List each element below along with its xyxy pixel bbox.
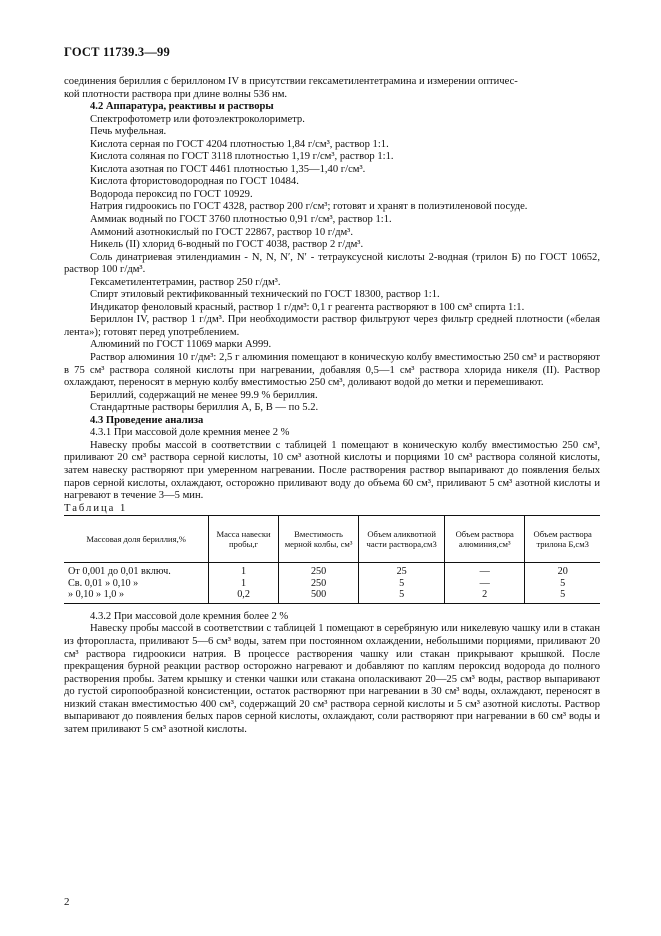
column-header: Объем аликвотной части раствора,см3 [359, 516, 445, 563]
list-item: Аммиак водный по ГОСТ 3760 плотностью 0,91 г/см³, раствор 1:1. [90, 214, 392, 226]
list-item: Водорода пероксид по ГОСТ 10929. [90, 188, 253, 200]
table-cell: 1 [209, 578, 279, 590]
subsection-title: 4.3.1 При массовой доле кремния менее 2 % [90, 427, 290, 439]
table-header-row [64, 516, 600, 563]
section-heading: 4.2 Аппаратура, реактивы и растворы [90, 101, 274, 113]
table-row [64, 563, 600, 578]
table-cell: 5 [359, 578, 445, 590]
column-header: Объем раствора трилона Б,см3 [525, 516, 600, 563]
column-header: Объем раствора алюминия,см³ [445, 516, 525, 563]
list-item: Спектрофотометр или фотоэлектроколориметр. [90, 113, 305, 125]
table-cell: 250 [278, 578, 358, 590]
paragraph: Навеску пробы массой в соответствии с таблицей 1 помещают в серебряную или никелевую чашку или в стакан из фторопласта, приливают 5—6 см³ воды, затем при постоянном охлаждении, небольшими порциями, приливают 20 см³ раствора гидроокиси натрия. В процессе растворения чашку или стакан прикрывают крышкой. После прекращения бурной реакции раствор осторожно нагревают и добавляют по каплям пероксид водорода до полного растворения пробы. Затем крышку и стенки чашки или стакана ополаскивают 20—25 см³ воды, раствор выпаривают до густой сиропообразной консистенции, остаток растворяют при нагревании в 30 см³ воды, охлаждают, переносят в низкий стакан вместимостью 400 см³, содержащий 20 см³ раствора серной кислоты и 5 см³ азотной кислоты. Раствор выпаривают до появления белых паров серной кислоты, охлаждают, соли растворяют при нагревании в 60 см³ воды и затем приливают 5 см³ азотной кислоты. [64, 623, 600, 735]
list-item: Соль динатриевая этилендиамин - N, N, N′, N′ - тетрауксусной кислоты 2-водная (трилон Б) по ГОСТ 10652, раствор 100 г/дм³. [64, 251, 600, 276]
table-cell: 5 [525, 578, 600, 590]
list-item: Печь муфельная. [90, 126, 167, 138]
list-item: Кислота азотная по ГОСТ 4461 плотностью 1,35—1,40 г/см³. [90, 163, 366, 175]
table-cell: 250 [278, 563, 358, 578]
list-item: Кислота соляная по ГОСТ 3118 плотностью 1,19 г/см³, раствор 1:1. [90, 151, 394, 163]
table-cell: 5 [359, 589, 445, 603]
data-table [64, 515, 600, 604]
section-heading: 4.3 Проведение анализа [90, 414, 204, 426]
table-cell: 0,2 [209, 589, 279, 603]
subsection-title: 4.3.2 При массовой доле кремния более 2 % [90, 610, 289, 622]
list-item: Никель (II) хлорид 6-водный по ГОСТ 4038, раствор 2 г/дм³. [90, 239, 364, 251]
table-cell: 25 [359, 563, 445, 578]
list-item: Стандартные растворы бериллия А, Б, В — по 5.2. [90, 402, 319, 414]
table-cell: Св. 0,01 » 0,10 » [64, 578, 209, 590]
table-cell: От 0,001 до 0,01 включ. [64, 563, 209, 578]
table-cell: — [445, 578, 525, 590]
column-header: Массовая доля бериллия,% [64, 516, 209, 563]
list-item: Бериллий, содержащий не менее 99.9 % бериллия. [90, 389, 318, 401]
intro-line: кой плотности раствора при длине волны 536 нм. [64, 88, 288, 100]
list-item: Натрия гидроокись по ГОСТ 4328, раствор 200 г/см³; готовят и хранят в полиэтиленовой посуде. [90, 201, 528, 213]
table-row [64, 589, 600, 603]
list-item: Кислота серная по ГОСТ 4204 плотностью 1,84 г/см³, раствор 1:1. [90, 138, 389, 150]
page-number: 2 [64, 896, 70, 908]
table-cell: 1 [209, 563, 279, 578]
list-item: Алюминий по ГОСТ 11069 марки А999. [90, 339, 272, 351]
table-row [64, 578, 600, 590]
list-item: Бериллон IV, раствор 1 г/дм³. При необходимости раствор фильтруют через фильтр средней плотности («белая лента»); готовят перед употреблением. [64, 314, 600, 338]
list-item: Спирт этиловый ректификованный технический по ГОСТ 18300, раствор 1:1. [90, 289, 440, 301]
table-cell: — [445, 563, 525, 578]
table-cell: 20 [525, 563, 600, 578]
table-cell: » 0,10 » 1,0 » [64, 589, 209, 603]
table-cell: 5 [525, 589, 600, 603]
document-header: ГОСТ 11739.3—99 [64, 45, 170, 59]
column-header: Масса навески пробы,г [209, 516, 279, 563]
list-item: Гексаметилентетрамин, раствор 250 г/дм³. [90, 276, 281, 288]
list-item: Аммоний азотнокислый по ГОСТ 22867, раствор 10 г/дм³. [90, 226, 354, 238]
document-body [64, 76, 600, 736]
table-cell: 2 [445, 589, 525, 603]
list-item: Кислота фтористоводородная по ГОСТ 10484. [90, 176, 299, 188]
list-item: Раствор алюминия 10 г/дм³: 2,5 г алюминия помещают в коническую колбу вместимостью 250 см³ и растворяют в 75 см³ раствора соляной кислоты при нагревании, добавляя 0,5—1 см³ раствора хлорида никеля (II). Раствор охлаждают, переносят в мерную колбу вместимостью 250 см³, доливают водой до метки и перемешивают. [64, 352, 600, 389]
table-caption: Таблица 1 [64, 502, 128, 514]
list-item: Индикатор феноловый красный, раствор 1 г/дм³: 0,1 г реагента растворяют в 100 см³ спирта 1:1. [90, 301, 525, 313]
intro-line: соединения бериллия с бериллоном IV в присутствии гексаметилентетрамина и измерении оптичес- [64, 76, 518, 87]
paragraph: Навеску пробы массой в соответствии с таблицей 1 помещают в коническую колбу вместимостью 250 см³, приливают 20 см³ раствора серной кислоты, 10 см³ азотной кислоты и порциями 10 см³ раствора соляной кислоты, затем навеску растворяют при умеренном нагревании. После растворения раствор выпаривают до появления белых паров серной кислоты, охлаждают, осторожно приливают воду до объема 60 см³, приливают 5 см³ азотной кислоты и нагревают в течение 3—5 мин. [64, 439, 600, 502]
table-cell: 500 [278, 589, 358, 603]
column-header: Вместимость мерной колбы, см³ [278, 516, 358, 563]
